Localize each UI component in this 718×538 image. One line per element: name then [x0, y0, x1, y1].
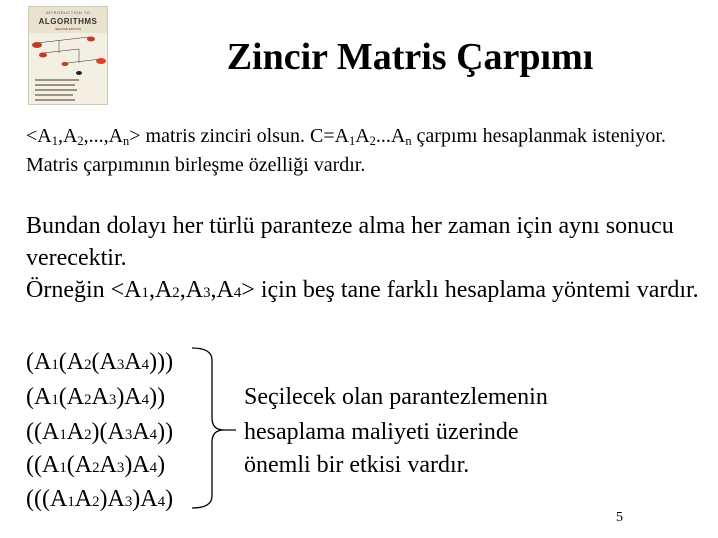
cover-subtitle: INTRODUCTION TO — [45, 10, 91, 15]
cover-title: ALGORITHMS — [38, 17, 98, 26]
page-number: 5 — [616, 510, 623, 525]
book-cover-image — [28, 6, 108, 105]
cover-edition: SECOND EDITION — [55, 27, 81, 31]
cover-mobile-art — [29, 33, 108, 105]
expression-3: ((A1A2)(A3A4)) — [26, 419, 174, 445]
note-line-1: Seçilecek olan parantezlemenin — [244, 384, 548, 410]
curly-brace-icon — [190, 346, 238, 512]
intro-paragraph: $<A_1,A_2,...,A_n>$ matris zinciri olsun. $C=A_1A_2...A_n$ çarpımı hesaplanmak isteniyor. Matris çarpımının birleşme özelliği vardır. — [26, 125, 666, 176]
expression-2: (A1(A2A3)A4)) — [26, 384, 166, 410]
explanation-paragraph — [26, 210, 706, 309]
example-line: Örneğin <A1,A2,A3,A4> için beş tane farklı hesaplama yöntemi vardır. — [26, 277, 699, 303]
note-line-3: önemli bir etkisi vardır. — [244, 452, 470, 478]
slide-title: Zincir Matris Çarpımı — [226, 36, 594, 78]
expression-1: (A1(A2(A3A4))) — [26, 349, 174, 375]
expression-5: (((A1A2)A3)A4) — [26, 486, 174, 512]
expression-4: ((A1(A2A3)A4) — [26, 452, 166, 478]
explanation-line: Bundan dolayı her türlü paranteze alma her zaman için aynı sonucu verecektir. — [26, 213, 674, 271]
note-line-2: hesaplama maliyeti üzerinde — [244, 419, 519, 445]
